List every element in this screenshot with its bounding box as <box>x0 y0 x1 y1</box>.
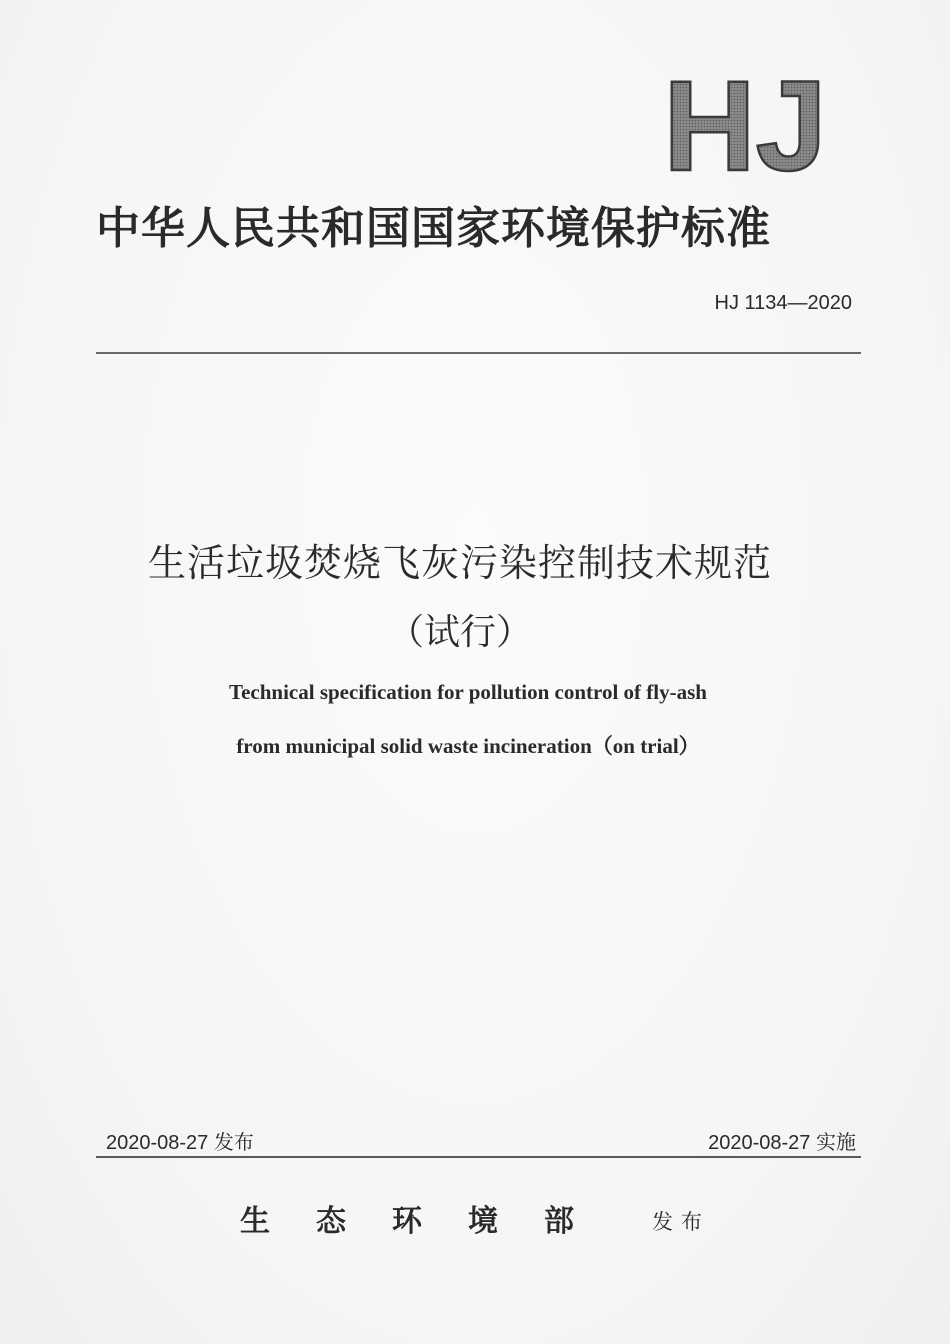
title-english-line2: from municipal solid waste incineration（on trial） <box>236 734 700 758</box>
national-standard-heading: 中华人民共和国国家环境保护标准 <box>96 203 771 254</box>
bottom-divider <box>96 1156 861 1158</box>
title-chinese: 生活垃圾焚烧飞灰污染控制技术规范 <box>147 541 772 585</box>
title-english-line1: Technical specification for pollution control of fly-ash <box>229 680 707 704</box>
top-divider <box>96 352 861 354</box>
implementation-date: 2020-08-27 实施 <box>708 1132 856 1154</box>
logo-text: HJ <box>663 62 827 182</box>
hj-logo <box>640 62 850 182</box>
title-chinese-trial: （试行） <box>387 612 532 653</box>
publisher-name: 生态环境部 <box>240 1204 620 1239</box>
standard-number: HJ 1134—2020 <box>714 292 852 314</box>
publisher-suffix: 发布 <box>652 1210 710 1234</box>
issue-date: 2020-08-27 发布 <box>106 1132 254 1154</box>
